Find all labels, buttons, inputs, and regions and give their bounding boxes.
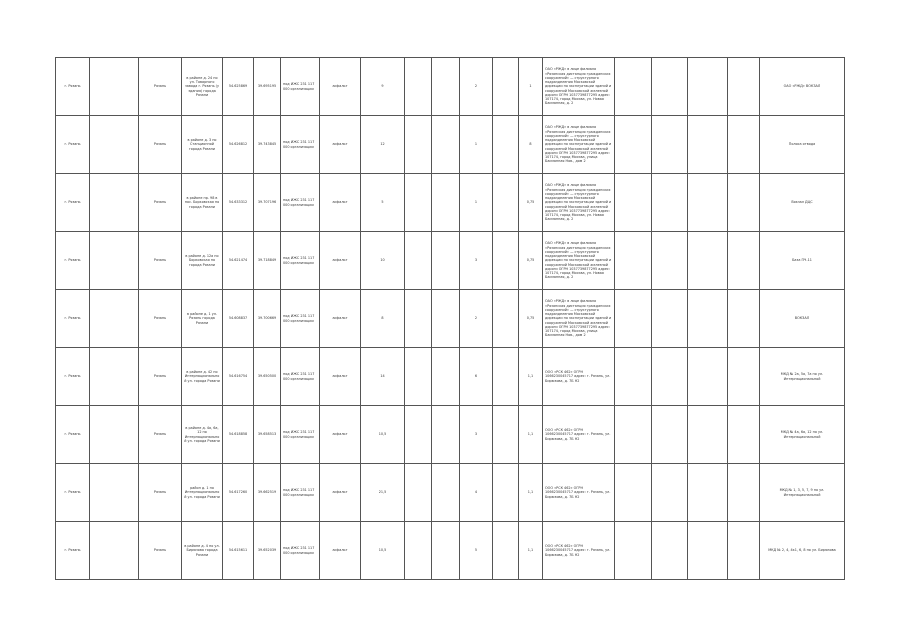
cell-surface: асфальт [320,290,361,348]
empty-cell [432,406,460,464]
empty-cell [493,348,519,406]
empty-cell [432,464,460,522]
cell-purpose: под ИЖС 231 117 000 организации [281,522,320,580]
cell-owner: ООО «РСК 462» ОГРН 1066230045717 адрес: г. Рязань, ул. Бирюзова, д. 7Б Н2 [543,348,615,406]
empty-cell [652,174,688,232]
cell-surface: асфальт [320,174,361,232]
table-row [56,406,845,464]
empty-cell [652,406,688,464]
empty-cell [652,290,688,348]
empty-cell [90,522,139,580]
empty-cell [432,290,460,348]
empty-cell [90,58,139,116]
cell-area: 21,5 [361,464,405,522]
empty-cell [405,464,432,522]
cell-owner: ОАО «РЖД» в лице филиала «Рязанская дистанция гражданских сооружений» — структурного подразделения Московской дирекции по эксплуатации зданий и сооружений Московской железной дороги ОГРН 1037739877295 адрес: 107174, город Москва, улица Басманная Нов., дом 2 [543,290,615,348]
cell-address: в районе пр. 98 в пос. Борковская по города Рязани [182,174,223,232]
cell-lat: 54.617260 [223,464,254,522]
cell-lon: 39.658513 [254,406,281,464]
empty-cell [90,290,139,348]
cell-volume: 0,75 [519,290,543,348]
cell-containers: 6 [460,348,493,406]
cell-containers: 3 [460,406,493,464]
cell-surface: асфальт [320,522,361,580]
empty-cell [688,174,728,232]
empty-cell [688,58,728,116]
cell-purpose: под ИЖС 231 117 000 организации [281,232,320,290]
table-row [56,464,845,522]
empty-cell [432,174,460,232]
cell-surface: асфальт [320,348,361,406]
empty-cell [405,348,432,406]
empty-cell [493,406,519,464]
empty-cell [493,522,519,580]
cell-volume: 0,75 [519,232,543,290]
cell-lat: 54.618858 [223,406,254,464]
empty-cell [493,232,519,290]
empty-cell [90,232,139,290]
cell-purpose: под ИЖС 231 117 000 организации [281,290,320,348]
cell-lat: 54.616754 [223,348,254,406]
empty-cell [652,116,688,174]
empty-cell [688,522,728,580]
cell-region: Рязань [139,174,182,232]
cell-owner: ОАО «РЖД» в лице филиала «Рязанская дистанция гражданских сооружений» — структурного подразделения Московской дирекции по эксплуатации зданий и сооружений Московской железной дороги ОГРН 1037739877295 адрес: 107174, город Москва, ул. Новая Басманная, д. 2 [543,58,615,116]
table-row [56,174,845,232]
cell-lat: 54.608837 [223,290,254,348]
empty-cell [615,232,652,290]
cell-lon: 39.652039 [254,522,281,580]
cell-owner: ОАО «РЖД» в лице филиала «Рязанская дистанция гражданских сооружений» — структурного подразделения Московской дирекции по эксплуатации зданий и сооружений Московской железной дороги ОГРН 1037739877295 адрес: 107174, город Москва, ул. Новая Басманная, д. 2 [543,232,615,290]
cell-containers: 4 [460,464,493,522]
empty-cell [652,58,688,116]
cell-surface: асфальт [320,232,361,290]
cell-lon: 39.707196 [254,174,281,232]
empty-cell [493,464,519,522]
cell-settlement: г. Рязань [56,232,90,290]
cell-region: Рязань [139,406,182,464]
cell-lat: 54.615611 [223,522,254,580]
empty-cell [405,116,432,174]
cell-lon: 39.695195 [254,58,281,116]
cell-containers: 1 [460,174,493,232]
empty-cell [493,290,519,348]
cell-source: ВОКЗАЛ [760,290,845,348]
empty-cell [90,464,139,522]
cell-containers: 2 [460,290,493,348]
empty-cell [728,406,760,464]
empty-cell [615,464,652,522]
empty-cell [493,58,519,116]
cell-lon: 39.662519 [254,464,281,522]
table-row [56,58,845,116]
cell-region: Рязань [139,58,182,116]
empty-cell [615,290,652,348]
cell-address: в районе д. 3 по Станционной города Рязани [182,116,223,174]
cell-lon: 39.718849 [254,232,281,290]
cell-lon: 39.700669 [254,290,281,348]
empty-cell [615,174,652,232]
cell-surface: асфальт [320,58,361,116]
empty-cell [432,116,460,174]
table-body [56,58,845,580]
cell-address: в районе д. 24 по ул. Товарного завода г. Рязань (у здания) города Рязани [182,58,223,116]
cell-surface: асфальт [320,116,361,174]
empty-cell [615,348,652,406]
empty-cell [90,174,139,232]
cell-settlement: г. Рязань [56,290,90,348]
cell-purpose: под ИЖС 231 117 000 организации [281,116,320,174]
cell-purpose: под ИЖС 231 117 000 организации [281,174,320,232]
cell-settlement: г. Рязань [56,464,90,522]
cell-source: Полоса отвода [760,116,845,174]
empty-cell [652,522,688,580]
cell-area: 10,5 [361,406,405,464]
empty-cell [728,522,760,580]
cell-purpose: под ИЖС 231 117 000 организации [281,406,320,464]
empty-cell [688,232,728,290]
cell-region: Рязань [139,290,182,348]
cell-source: ОАО «РЖД» ВОКЗАЛ [760,58,845,116]
empty-cell [652,348,688,406]
cell-volume: 1,1 [519,522,543,580]
cell-source: Вокзал ДЦС [760,174,845,232]
empty-cell [728,464,760,522]
empty-cell [688,348,728,406]
cell-purpose: под ИЖС 231 117 000 организации [281,464,320,522]
cell-lat: 54.626812 [223,116,254,174]
cell-settlement: г. Рязань [56,348,90,406]
cell-settlement: г. Рязань [56,522,90,580]
empty-cell [405,290,432,348]
cell-lat: 54.633312 [223,174,254,232]
empty-cell [405,174,432,232]
empty-cell [432,522,460,580]
cell-containers: 3 [460,232,493,290]
cell-purpose: под ИЖС 231 117 000 организации [281,58,320,116]
empty-cell [728,58,760,116]
empty-cell [405,522,432,580]
cell-volume: 8 [519,116,543,174]
cell-volume: 0,75 [519,174,543,232]
table-row [56,348,845,406]
empty-cell [405,406,432,464]
cell-containers: 5 [460,522,493,580]
cell-area: 10,5 [361,522,405,580]
cell-area: 9 [361,58,405,116]
empty-cell [615,522,652,580]
cell-volume: 1 [519,58,543,116]
empty-cell [615,116,652,174]
empty-cell [90,116,139,174]
cell-source: МКД № 2а, 5а, 7а по ул. Интернациональной [760,348,845,406]
empty-cell [405,58,432,116]
cell-area: 5 [361,174,405,232]
cell-owner: ОАО «РЖД» в лице филиала «Рязанская дистанция гражданских сооружений» — структурного подразделения Московской дирекции по эксплуатации зданий и сооружений Московской железной дороги ОГРН 1037739877295 адрес: 107174, город Москва, улица Басманная Нов., дом 2 [543,116,615,174]
cell-region: Рязань [139,348,182,406]
empty-cell [90,348,139,406]
cell-owner: ООО «РСК 462» ОГРН 1066230045717 адрес: г. Рязань, ул. Бирюзова, д. 7Б Н2 [543,406,615,464]
empty-cell [493,116,519,174]
cell-address: район д. 1 по Интернациональной ул. города Рязани [182,464,223,522]
cell-area: 12 [361,116,405,174]
cell-volume: 1,1 [519,464,543,522]
cell-surface: асфальт [320,406,361,464]
cell-source: МКД № 1, 3, 5, 7, 9 по ул. Интернациональной [760,464,845,522]
cell-volume: 1,1 [519,348,543,406]
empty-cell [728,232,760,290]
cell-source: База ПЧ-11 [760,232,845,290]
table-row [56,522,845,580]
cell-settlement: г. Рязань [56,58,90,116]
cell-source: МКД № 2, 4, 4к1, 6, 8 по ул. Бирюзова [760,522,845,580]
cell-owner: ОАО «РЖД» в лице филиала «Рязанская дистанция гражданских сооружений» — структурного подразделения Московской дирекции по эксплуатации зданий и сооружений Московской железной дороги ОГРН 1037739877295 адрес: 107174, город Москва, ул. Новая Басманная, д. 2 [543,174,615,232]
empty-cell [405,232,432,290]
cell-address: в районе д. 42 по Интернациональной ул. города Рязани [182,348,223,406]
table-row [56,116,845,174]
cell-containers: 2 [460,58,493,116]
cell-area: 8 [361,290,405,348]
cell-region: Рязань [139,232,182,290]
empty-cell [652,232,688,290]
cell-settlement: г. Рязань [56,116,90,174]
empty-cell [688,464,728,522]
cell-region: Рязань [139,464,182,522]
cell-lat: 54.621474 [223,232,254,290]
cell-region: Рязань [139,116,182,174]
cell-address: в районе д. 12а по Борковская по города Рязани [182,232,223,290]
cell-volume: 1,1 [519,406,543,464]
cell-owner: ООО «РСК 462» ОГРН 1066230045717 адрес: г. Рязань, ул. Бирюзова, д. 7Б Н2 [543,522,615,580]
cell-lat: 54.625869 [223,58,254,116]
empty-cell [432,348,460,406]
empty-cell [728,290,760,348]
empty-cell [688,116,728,174]
cell-settlement: г. Рязань [56,406,90,464]
empty-cell [728,116,760,174]
empty-cell [652,464,688,522]
empty-cell [615,58,652,116]
cell-owner: ООО «РСК 462» ОГРН 1066230045717 адрес: г. Рязань, ул. Бирюзова, д. 7Б Н2 [543,464,615,522]
cell-purpose: под ИЖС 231 117 000 организации [281,348,320,406]
table-row [56,290,845,348]
register-table [55,57,845,580]
table-row [56,232,845,290]
empty-cell [728,174,760,232]
empty-cell [728,348,760,406]
cell-lon: 39.650500 [254,348,281,406]
cell-containers: 1 [460,116,493,174]
cell-address: в районе д. 1 ул. Рязань города Рязани [182,290,223,348]
empty-cell [432,232,460,290]
cell-area: 14 [361,348,405,406]
empty-cell [90,406,139,464]
empty-cell [432,58,460,116]
cell-address: в районе д. 4 по ул. Бирюзова города Рязани [182,522,223,580]
empty-cell [688,406,728,464]
cell-lon: 39.743845 [254,116,281,174]
cell-surface: асфальт [320,464,361,522]
empty-cell [493,174,519,232]
cell-address: в районе д. 4а, 6а, 12 по Интернациональной ул. города Рязани [182,406,223,464]
empty-cell [688,290,728,348]
cell-settlement: г. Рязань [56,174,90,232]
cell-region: Рязань [139,522,182,580]
empty-cell [615,406,652,464]
cell-source: МКД № 4а, 6а, 12 по ул. Интернациональной [760,406,845,464]
cell-area: 10 [361,232,405,290]
